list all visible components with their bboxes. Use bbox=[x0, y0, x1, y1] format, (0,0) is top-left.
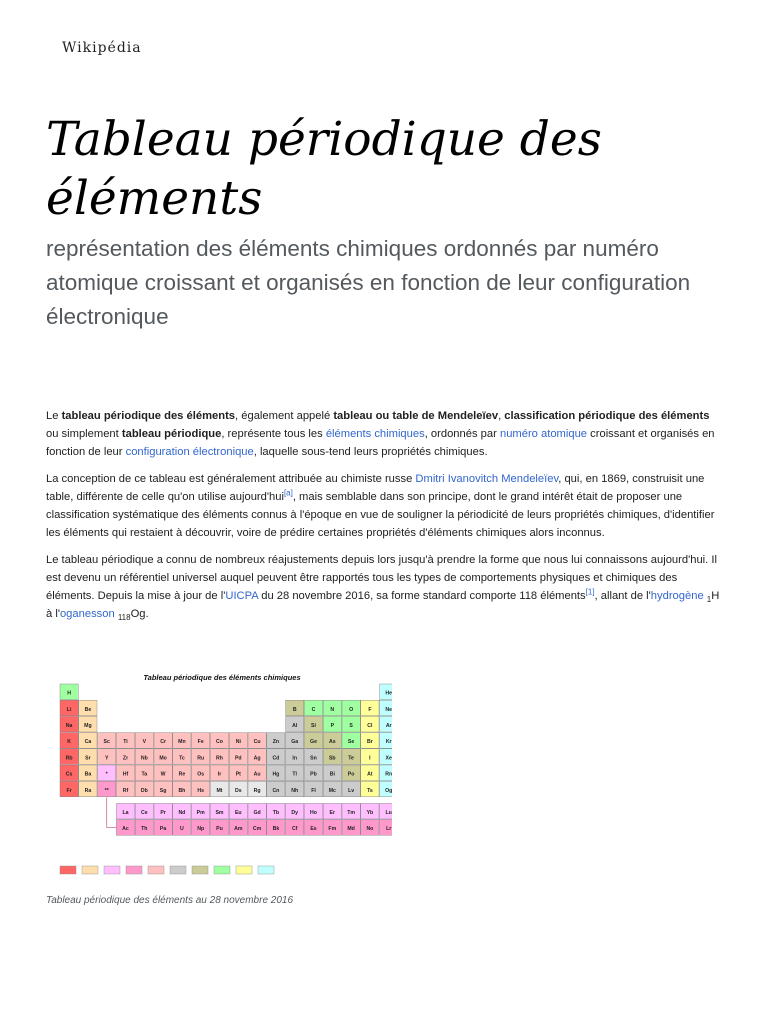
element-symbol: Am bbox=[234, 826, 243, 833]
element-symbol: Te bbox=[348, 755, 354, 762]
element-cell bbox=[135, 803, 153, 819]
element-symbol: Sg bbox=[159, 787, 167, 794]
element-cell bbox=[60, 749, 78, 765]
bold-term: classification périodique des éléments bbox=[504, 410, 710, 422]
legend-swatch bbox=[148, 866, 164, 874]
element-cell bbox=[248, 820, 266, 836]
text: , qui, en 1869, construisit une table, différente de celle qu'on utilise aujourd'hui bbox=[46, 473, 705, 503]
element-symbol: Nh bbox=[291, 787, 299, 794]
element-cell bbox=[304, 781, 322, 797]
element-symbol: Pa bbox=[159, 826, 167, 833]
element-cell bbox=[154, 749, 172, 765]
element-symbol: No bbox=[366, 826, 374, 833]
element-cell bbox=[210, 803, 228, 819]
element-cell bbox=[286, 820, 304, 836]
element-symbol: Be bbox=[84, 706, 92, 713]
element-cell bbox=[342, 820, 360, 836]
wikipedia-wordmark[interactable]: Wikipédia bbox=[62, 40, 142, 56]
element-symbol: U bbox=[180, 826, 184, 833]
element-symbol: Ir bbox=[217, 771, 222, 778]
element-symbol: Nd bbox=[178, 810, 186, 817]
element-symbol: Yb bbox=[366, 810, 374, 817]
element-cell bbox=[116, 765, 134, 781]
element-symbol: Rh bbox=[216, 755, 223, 762]
element-symbol: Ds bbox=[234, 787, 242, 794]
element-cell bbox=[248, 765, 266, 781]
element-cell bbox=[361, 765, 379, 781]
element-cell bbox=[116, 781, 134, 797]
element-cell bbox=[79, 700, 97, 716]
element-cell bbox=[173, 781, 191, 797]
element-symbol: Ho bbox=[310, 810, 317, 817]
element-symbol: Gd bbox=[253, 810, 261, 817]
element-cell bbox=[361, 803, 379, 819]
element-symbol: I bbox=[369, 755, 371, 762]
element-symbol: Tm bbox=[347, 810, 355, 817]
element-symbol: Hf bbox=[122, 771, 129, 778]
element-symbol: Th bbox=[141, 826, 148, 833]
element-cell bbox=[192, 803, 210, 819]
element-symbol: Ni bbox=[235, 739, 241, 746]
element-symbol: Og bbox=[385, 787, 392, 794]
element-cell bbox=[323, 749, 341, 765]
element-cell bbox=[323, 765, 341, 781]
element-cell bbox=[210, 733, 228, 749]
periodic-table-graphic bbox=[46, 666, 392, 886]
element-symbol: O bbox=[349, 706, 354, 713]
element-symbol: Rn bbox=[385, 771, 392, 778]
element-symbol: * bbox=[105, 771, 108, 778]
element-symbol: Se bbox=[347, 739, 355, 746]
element-cell bbox=[154, 803, 172, 819]
element-cell bbox=[380, 700, 392, 716]
page-title: Tableau périodique des éléments bbox=[46, 112, 602, 226]
element-cell bbox=[229, 765, 247, 781]
paragraph-history bbox=[46, 470, 722, 542]
text: Le bbox=[46, 410, 62, 422]
periodic-table-image[interactable] bbox=[46, 666, 392, 886]
element-cell bbox=[154, 820, 172, 836]
element-cell bbox=[304, 700, 322, 716]
element-symbol: Md bbox=[347, 826, 355, 833]
text: Le tableau périodique a connu de nombreux réajustements depuis lors jusqu'à prendre la forme que nous lui connaissons aujourd'hui. Il est devenu un référentiel universel auquel peuvent être rapportés tous les types de comportements physiques et chimiques des éléments. Depuis la mise à jour de l' bbox=[46, 554, 717, 602]
element-cell bbox=[286, 700, 304, 716]
element-symbol: Nb bbox=[140, 755, 148, 762]
element-cell bbox=[380, 781, 392, 797]
element-cell bbox=[380, 765, 392, 781]
element-cell bbox=[98, 733, 116, 749]
element-cell bbox=[154, 765, 172, 781]
element-symbol: Bk bbox=[272, 826, 280, 833]
element-symbol: Cm bbox=[252, 826, 262, 833]
element-symbol: Kr bbox=[385, 739, 392, 746]
element-symbol: Mo bbox=[159, 755, 167, 762]
element-symbol: ** bbox=[104, 787, 109, 794]
element-cell bbox=[267, 781, 285, 797]
element-symbol: Tl bbox=[292, 771, 298, 778]
paragraph-intro bbox=[46, 407, 722, 461]
element-cell bbox=[248, 733, 266, 749]
element-symbol: Fr bbox=[66, 787, 72, 794]
figure-title: Tableau périodique des éléments chimiques bbox=[143, 673, 301, 682]
element-symbol: H bbox=[67, 690, 71, 697]
text: , bbox=[498, 410, 505, 422]
element-symbol: Li bbox=[66, 706, 72, 713]
element-cell bbox=[192, 749, 210, 765]
element-symbol: Br bbox=[367, 739, 373, 746]
element-cell bbox=[361, 820, 379, 836]
element-symbol: P bbox=[330, 723, 335, 730]
element-symbol: Al bbox=[292, 723, 298, 730]
element-cell bbox=[380, 733, 392, 749]
element-cell bbox=[98, 781, 116, 797]
element-cell bbox=[79, 781, 97, 797]
text: , également appelé bbox=[235, 410, 334, 422]
text: , allant de l' bbox=[594, 590, 651, 602]
text: croissant et organisés en fonction de leur bbox=[46, 428, 715, 458]
element-cell bbox=[135, 733, 153, 749]
text: ou simplement bbox=[46, 428, 122, 440]
element-symbol: Tb bbox=[272, 810, 280, 817]
element-symbol: Pr bbox=[160, 810, 166, 817]
element-symbol: V bbox=[142, 739, 147, 746]
element-cell bbox=[210, 781, 228, 797]
legend-swatch bbox=[236, 866, 252, 874]
element-cell bbox=[248, 803, 266, 819]
element-symbol: Xe bbox=[385, 755, 392, 762]
element-cell bbox=[286, 781, 304, 797]
element-symbol: Sm bbox=[215, 810, 224, 817]
footnote-a-link[interactable]: [a] bbox=[283, 488, 293, 498]
element-symbol: Eu bbox=[234, 810, 242, 817]
bold-term: tableau ou table de Mendeleïev bbox=[333, 410, 499, 422]
element-cell bbox=[116, 733, 134, 749]
element-cell bbox=[267, 803, 285, 819]
element-cell bbox=[361, 700, 379, 716]
element-symbol: Hg bbox=[272, 771, 280, 778]
element-cell bbox=[192, 765, 210, 781]
legend-swatch bbox=[258, 866, 274, 874]
element-symbol: Ag bbox=[253, 755, 261, 762]
legend-swatch bbox=[60, 866, 76, 874]
element-symbol: Ga bbox=[291, 739, 299, 746]
element-symbol: Ca bbox=[84, 739, 92, 746]
element-symbol: Sn bbox=[310, 755, 317, 762]
legend-swatch bbox=[82, 866, 98, 874]
element-cell bbox=[267, 749, 285, 765]
element-cell bbox=[229, 749, 247, 765]
element-cell bbox=[286, 765, 304, 781]
element-symbol: K bbox=[67, 739, 71, 746]
element-symbol: Sb bbox=[328, 755, 336, 762]
element-symbol: Pt bbox=[235, 771, 241, 778]
text: du 28 novembre 2016, sa forme standard comporte 118 éléments bbox=[258, 590, 586, 602]
element-symbol: Ar bbox=[385, 723, 392, 730]
element-cell bbox=[79, 716, 97, 732]
element-symbol: Ba bbox=[84, 771, 92, 778]
element-cell bbox=[342, 716, 360, 732]
element-symbol: Mc bbox=[328, 787, 336, 794]
element-symbol: Np bbox=[197, 826, 205, 833]
element-symbol: Rb bbox=[65, 755, 73, 762]
element-cell bbox=[210, 765, 228, 781]
element-symbol: Fm bbox=[328, 826, 337, 833]
element-symbol: Bh bbox=[178, 787, 186, 794]
element-symbol: Ti bbox=[123, 739, 128, 746]
element-cell bbox=[154, 733, 172, 749]
text: , ordonnés par bbox=[424, 428, 500, 440]
element-symbol: Po bbox=[347, 771, 355, 778]
element-cell bbox=[229, 820, 247, 836]
element-cell bbox=[361, 781, 379, 797]
element-symbol: Cu bbox=[253, 739, 261, 746]
element-cell bbox=[286, 749, 304, 765]
bold-term: tableau périodique des éléments bbox=[61, 410, 236, 422]
element-cell bbox=[60, 781, 78, 797]
element-symbol: Cn bbox=[272, 787, 280, 794]
element-symbol: Cf bbox=[291, 826, 298, 833]
element-cell bbox=[286, 733, 304, 749]
element-cell bbox=[267, 820, 285, 836]
element-symbol: N bbox=[330, 706, 335, 713]
element-cell bbox=[79, 733, 97, 749]
element-cell bbox=[380, 820, 392, 836]
element-symbol: Zn bbox=[272, 739, 280, 746]
element-cell bbox=[210, 749, 228, 765]
element-symbol: Ne bbox=[385, 706, 392, 713]
element-symbol: F bbox=[368, 706, 372, 713]
element-symbol: In bbox=[292, 755, 298, 762]
element-cell bbox=[380, 803, 392, 819]
element-cell bbox=[116, 820, 134, 836]
element-cell bbox=[79, 749, 97, 765]
atomic-number-subscript: 1 bbox=[706, 595, 712, 605]
text: , représente tous les bbox=[221, 428, 326, 440]
element-cell bbox=[286, 803, 304, 819]
element-symbol: Rf bbox=[122, 787, 129, 794]
element-cell bbox=[79, 765, 97, 781]
element-symbol: Pu bbox=[216, 826, 223, 833]
element-symbol: La bbox=[122, 810, 129, 817]
element-symbol: Bi bbox=[329, 771, 335, 778]
text: Og. bbox=[130, 608, 149, 620]
element-symbol: W bbox=[160, 771, 166, 778]
element-cell bbox=[342, 765, 360, 781]
element-symbol: Cd bbox=[272, 755, 280, 762]
element-cell bbox=[323, 820, 341, 836]
element-symbol: Mg bbox=[84, 723, 92, 730]
element-cell bbox=[304, 716, 322, 732]
element-cell bbox=[173, 749, 191, 765]
element-cell bbox=[135, 765, 153, 781]
element-cell bbox=[229, 781, 247, 797]
figure-caption: Tableau périodique des éléments au 28 novembre 2016 bbox=[46, 895, 294, 906]
element-cell bbox=[304, 820, 322, 836]
element-symbol: As bbox=[328, 739, 336, 746]
element-symbol: Lr bbox=[386, 826, 392, 833]
element-cell bbox=[323, 716, 341, 732]
page-subtitle: représentation des éléments chimiques ordonnés par numéro atomique croissant et organisés en fonction de leur configuration électronique bbox=[46, 236, 691, 329]
element-cell bbox=[154, 781, 172, 797]
element-cell bbox=[173, 803, 191, 819]
element-cell bbox=[229, 733, 247, 749]
element-symbol: Zr bbox=[122, 755, 129, 762]
element-symbol: Ta bbox=[141, 771, 148, 778]
element-symbol: C bbox=[311, 706, 316, 713]
link-oganesson[interactable]: oganesson bbox=[59, 608, 115, 620]
element-cell bbox=[192, 820, 210, 836]
element-cell bbox=[135, 749, 153, 765]
element-cell bbox=[116, 803, 134, 819]
element-cell bbox=[173, 733, 191, 749]
element-cell bbox=[342, 733, 360, 749]
element-cell bbox=[342, 781, 360, 797]
element-cell bbox=[380, 749, 392, 765]
element-cell bbox=[380, 716, 392, 732]
link-uicpa[interactable]: UICPA bbox=[225, 590, 259, 602]
element-cell bbox=[267, 765, 285, 781]
element-symbol: S bbox=[349, 723, 353, 730]
element-cell bbox=[210, 820, 228, 836]
link-hydrogene[interactable]: hydrogène bbox=[650, 590, 704, 602]
element-cell bbox=[323, 781, 341, 797]
link-elements-chimiques[interactable]: éléments chimiques bbox=[325, 428, 425, 440]
element-symbol: Lu bbox=[385, 810, 392, 817]
element-cell bbox=[60, 765, 78, 781]
element-cell bbox=[60, 733, 78, 749]
link-numero-atomique[interactable]: numéro atomique bbox=[499, 428, 588, 440]
element-symbol: Er bbox=[329, 810, 336, 817]
element-cell bbox=[173, 765, 191, 781]
element-cell bbox=[173, 820, 191, 836]
element-symbol: Re bbox=[178, 771, 186, 778]
element-cell bbox=[304, 749, 322, 765]
element-cell bbox=[323, 700, 341, 716]
element-cell bbox=[361, 716, 379, 732]
element-symbol: Es bbox=[310, 826, 317, 833]
element-cell bbox=[286, 716, 304, 732]
element-cell bbox=[229, 803, 247, 819]
element-symbol: Os bbox=[197, 771, 205, 778]
element-symbol: Ts bbox=[367, 787, 373, 794]
element-symbol: Pd bbox=[234, 755, 242, 762]
text: La conception de ce tableau est généralement attribuée au chimiste russe bbox=[46, 473, 416, 485]
element-cell bbox=[323, 733, 341, 749]
element-cell bbox=[60, 716, 78, 732]
element-symbol: Y bbox=[104, 755, 109, 762]
element-cell bbox=[98, 749, 116, 765]
element-symbol: Si bbox=[311, 723, 316, 730]
element-symbol: Sc bbox=[103, 739, 110, 746]
element-symbol: Fl bbox=[311, 787, 316, 794]
element-symbol: Ac bbox=[122, 826, 129, 833]
atomic-number-subscript: 118 bbox=[117, 613, 131, 623]
element-cell bbox=[248, 749, 266, 765]
footnote-1-link[interactable]: [1] bbox=[585, 587, 595, 597]
element-symbol: Cl bbox=[367, 723, 373, 730]
element-cell bbox=[60, 700, 78, 716]
element-cell bbox=[342, 749, 360, 765]
element-cell bbox=[192, 733, 210, 749]
element-symbol: Cr bbox=[160, 739, 166, 746]
element-symbol: Rg bbox=[253, 787, 261, 794]
link-configuration-electronique[interactable]: configuration électronique bbox=[125, 446, 254, 458]
element-cell bbox=[323, 803, 341, 819]
element-cell bbox=[304, 803, 322, 819]
element-cell bbox=[304, 765, 322, 781]
element-symbol: Fe bbox=[197, 739, 204, 746]
element-symbol: Mn bbox=[178, 739, 186, 746]
element-cell bbox=[116, 749, 134, 765]
article-body bbox=[46, 407, 722, 632]
element-symbol: Mt bbox=[216, 787, 223, 794]
legend-swatch bbox=[170, 866, 186, 874]
link-mendeleiev[interactable]: Dmitri Ivanovitch Mendeleïev bbox=[415, 473, 559, 485]
element-cell bbox=[135, 781, 153, 797]
text: , laquelle sous-tend leurs propriétés chimiques. bbox=[253, 446, 488, 458]
text: , mais semblable dans son principe, dont le grand intérêt était de proposer une classification systématique des éléments connus à l'époque en vue de souligner la périodicité de leurs propriétés chimiques, d'identifier les éléments qui restaient à découvrir, voire de prédire certaines propriétés d'éléments chimiques alors inconnus. bbox=[46, 491, 715, 539]
element-symbol: Tc bbox=[179, 755, 185, 762]
element-symbol: Pm bbox=[196, 810, 205, 817]
element-symbol: Hs bbox=[197, 787, 205, 794]
element-cell bbox=[380, 684, 392, 700]
element-symbol: Db bbox=[140, 787, 148, 794]
element-symbol: Na bbox=[65, 723, 73, 730]
element-symbol: Au bbox=[253, 771, 261, 778]
element-symbol: Ra bbox=[84, 787, 92, 794]
element-symbol: Lv bbox=[348, 787, 355, 794]
legend-swatch bbox=[126, 866, 142, 874]
element-symbol: Cs bbox=[65, 771, 73, 778]
legend-swatch bbox=[214, 866, 230, 874]
legend-swatch bbox=[192, 866, 208, 874]
element-symbol: He bbox=[385, 690, 392, 697]
element-cell bbox=[135, 820, 153, 836]
element-symbol: Pb bbox=[310, 771, 317, 778]
element-symbol: Co bbox=[216, 739, 223, 746]
element-symbol: B bbox=[292, 706, 297, 713]
element-symbol: Ge bbox=[310, 739, 317, 746]
text: H à l' bbox=[46, 590, 720, 620]
paragraph-evolution bbox=[46, 551, 722, 623]
element-cell bbox=[60, 684, 78, 700]
element-symbol: Ru bbox=[197, 755, 205, 762]
element-cell bbox=[304, 733, 322, 749]
element-cell bbox=[98, 765, 116, 781]
element-symbol: Dy bbox=[291, 810, 299, 817]
element-symbol: At bbox=[367, 771, 373, 778]
element-cell bbox=[361, 733, 379, 749]
element-cell bbox=[361, 749, 379, 765]
legend-swatch bbox=[104, 866, 120, 874]
element-cell bbox=[248, 781, 266, 797]
element-cell bbox=[267, 733, 285, 749]
element-cell bbox=[342, 803, 360, 819]
element-symbol: Sr bbox=[85, 755, 91, 762]
element-symbol: Ce bbox=[140, 810, 148, 817]
element-cell bbox=[342, 700, 360, 716]
element-cell bbox=[192, 781, 210, 797]
bold-term: tableau périodique bbox=[121, 428, 222, 440]
